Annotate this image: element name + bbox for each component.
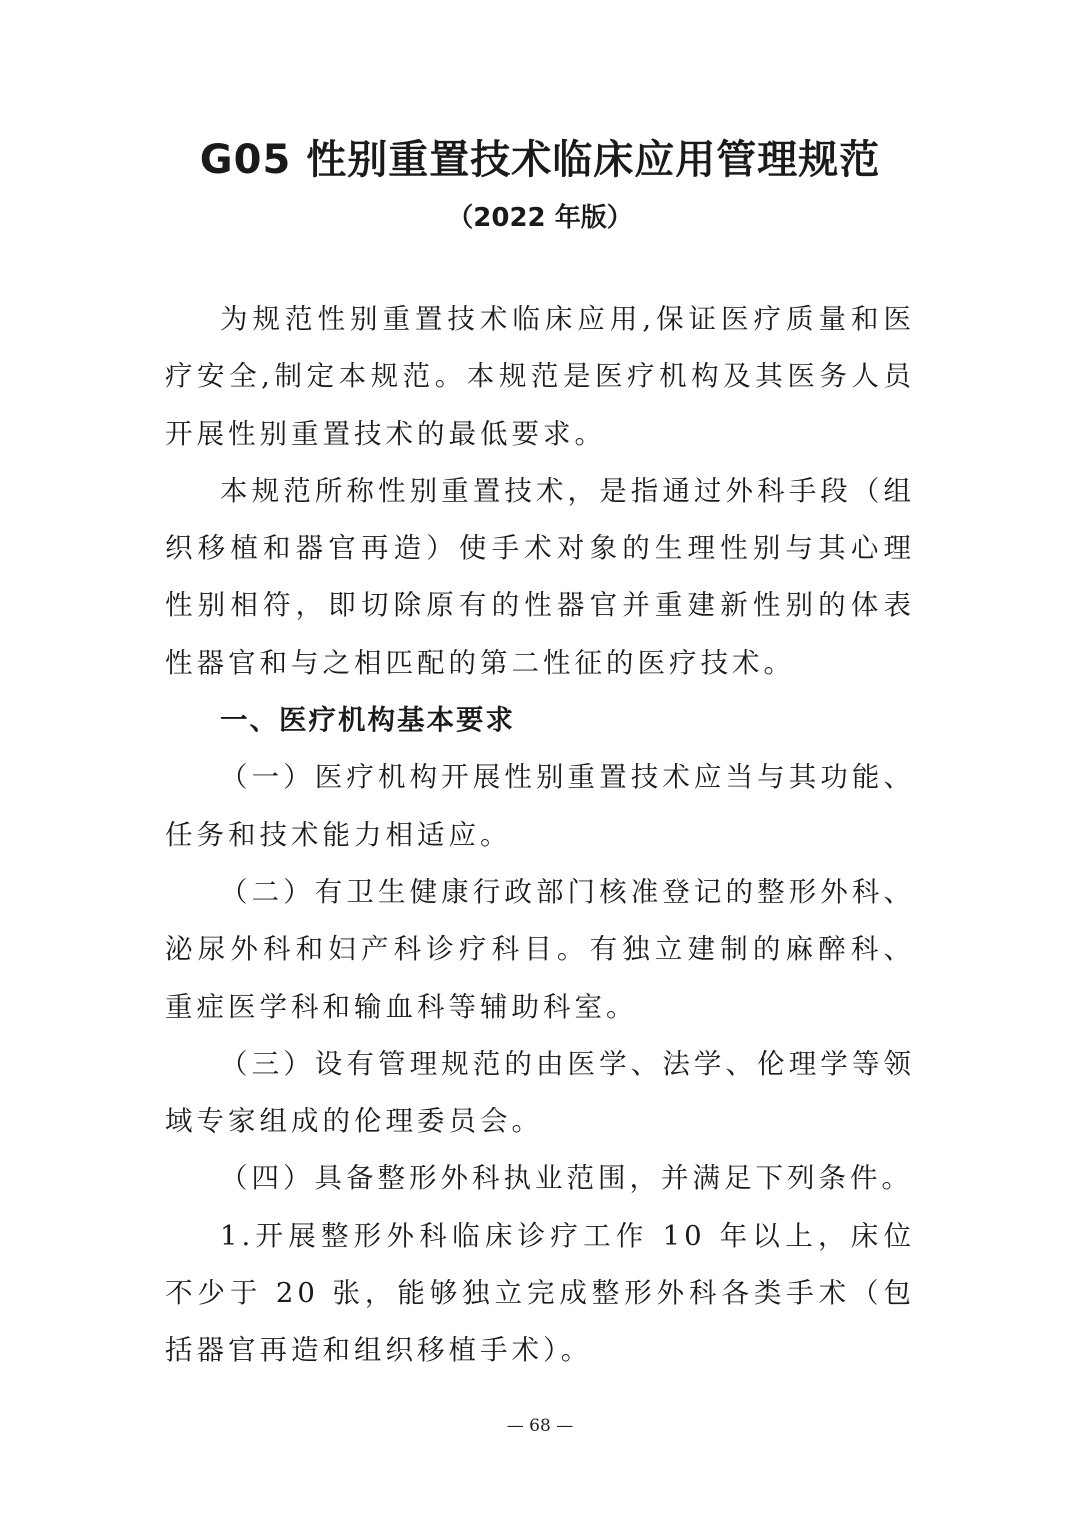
document-body (165, 291, 915, 1380)
paragraph-intro: 为规范性别重置技术临床应用,保证医疗质量和医疗安全,制定本规范。本规范是医疗机构及其医务人员开展性别重置技术的最低要求。 (165, 303, 915, 450)
paragraph-item-3: （三）设有管理规范的由医学、法学、伦理学等领域专家组成的伦理委员会。 (165, 1047, 915, 1138)
paragraph-item-2: （二）有卫生健康行政部门核准登记的整形外科、泌尿外科和妇产科诊疗科目。有独立建制的麻醉科、重症医学科和输血科等辅助科室。 (165, 875, 915, 1023)
document-subtitle: （2022 年版） (447, 203, 633, 233)
document-title: G05 性别重置技术临床应用管理规范 (199, 137, 881, 183)
paragraph-item-4: （四）具备整形外科执业范围，并满足下列条件。 (220, 1162, 913, 1195)
page-number: — 68 — (506, 1416, 574, 1436)
section-heading: 一、医疗机构基本要求 (220, 704, 515, 737)
paragraph-definition: 本规范所称性别重置技术，是指通过外科手段（组织移植和器官再造）使手术对象的生理性别与其心理性别相符，即切除原有的性器官并重建新性别的体表性器官和与之相匹配的第二性征的医疗技术。 (165, 474, 915, 679)
paragraph-subitem-1: 1.开展整形外科临床诊疗工作 10 年以上，床位不少于 20 张，能够独立完成整形外科各类手术（包括器官再造和组织移植手术）。 (165, 1219, 915, 1367)
paragraph-item-1: （一）医疗机构开展性别重置技术应当与其功能、任务和技术能力相适应。 (165, 761, 915, 851)
